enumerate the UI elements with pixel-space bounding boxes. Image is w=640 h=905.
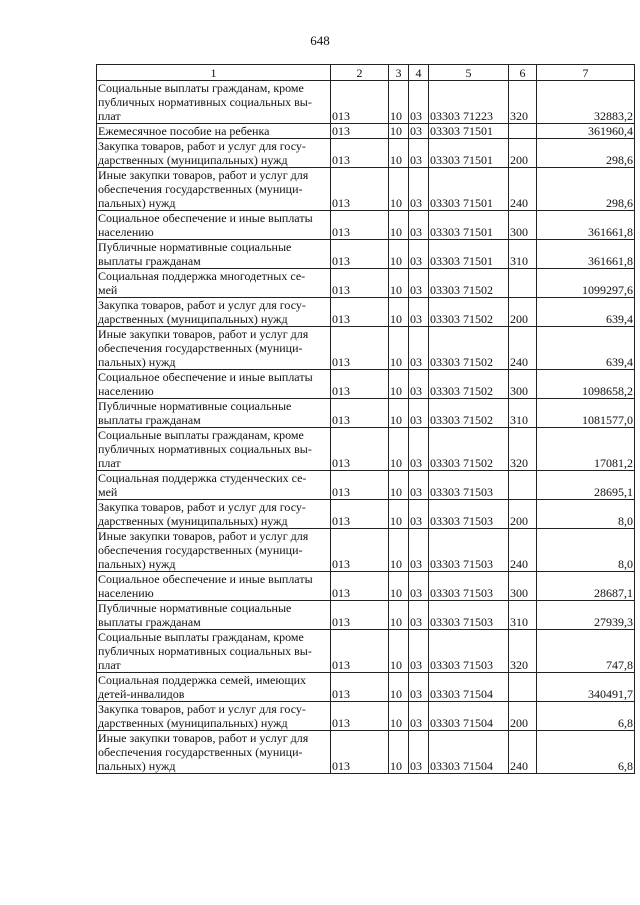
row-name-line: Социальное обеспечение и иные выплаты	[98, 370, 313, 384]
row-name-cell	[97, 211, 331, 240]
table-header-row	[97, 65, 635, 81]
row-name-line: выплаты гражданам	[98, 254, 201, 268]
row-name-cell	[97, 168, 331, 211]
column-header: 4	[409, 65, 429, 81]
row-name-line: Публичные нормативные социальные	[98, 240, 292, 254]
cell-c3: 10	[389, 399, 409, 428]
table-body	[97, 81, 635, 774]
cell-c7: 298,6	[537, 139, 635, 168]
row-name-cell	[97, 471, 331, 500]
table-row	[97, 601, 635, 630]
row-name-line: выплаты гражданам	[98, 615, 201, 629]
cell-c7: 340491,7	[537, 673, 635, 702]
cell-c5: 03303 71223	[429, 81, 509, 124]
cell-c7: 639,4	[537, 327, 635, 370]
cell-c5: 03303 71502	[429, 370, 509, 399]
row-name-cell	[97, 370, 331, 399]
cell-c6: 300	[509, 572, 537, 601]
table-row	[97, 702, 635, 731]
cell-c6: 320	[509, 428, 537, 471]
cell-c4: 03	[409, 327, 429, 370]
cell-c4: 03	[409, 211, 429, 240]
column-header: 7	[537, 65, 635, 81]
cell-c4: 03	[409, 471, 429, 500]
cell-c7: 6,8	[537, 731, 635, 774]
row-name-line: детей-инвалидов	[98, 687, 185, 701]
cell-c7: 17081,2	[537, 428, 635, 471]
row-name-line: пальных) нужд	[98, 196, 176, 210]
row-name-line: Социальная поддержка студенческих се-	[98, 471, 307, 485]
cell-c5: 03303 71503	[429, 500, 509, 529]
cell-c3: 10	[389, 428, 409, 471]
row-name-line: дарственных (муниципальных) нужд	[98, 716, 288, 730]
cell-c7: 6,8	[537, 702, 635, 731]
row-name-line: обеспечения государственных (муници-	[98, 341, 303, 355]
cell-c2: 013	[331, 399, 389, 428]
cell-c6: 200	[509, 702, 537, 731]
row-name-cell	[97, 702, 331, 731]
cell-c7: 1098658,2	[537, 370, 635, 399]
row-name-line: Социальная поддержка многодетных се-	[98, 269, 306, 283]
table-row	[97, 168, 635, 211]
row-name-cell	[97, 630, 331, 673]
row-name-line: Иные закупки товаров, работ и услуг для	[98, 168, 309, 182]
cell-c7: 28695,1	[537, 471, 635, 500]
table-row	[97, 572, 635, 601]
cell-c7: 28687,1	[537, 572, 635, 601]
table-row	[97, 327, 635, 370]
cell-c6	[509, 269, 537, 298]
row-name-cell	[97, 139, 331, 168]
row-name-line: Публичные нормативные социальные	[98, 601, 292, 615]
cell-c5: 03303 71502	[429, 428, 509, 471]
cell-c7: 32883,2	[537, 81, 635, 124]
cell-c6: 200	[509, 139, 537, 168]
column-header: 2	[331, 65, 389, 81]
cell-c5: 03303 71501	[429, 211, 509, 240]
row-name-line: плат	[98, 456, 121, 470]
row-name-line: Социальные выплаты гражданам, кроме	[98, 428, 304, 442]
table-row	[97, 500, 635, 529]
cell-c4: 03	[409, 168, 429, 211]
cell-c5: 03303 71501	[429, 124, 509, 139]
cell-c6: 320	[509, 630, 537, 673]
row-name-line: плат	[98, 109, 121, 123]
cell-c3: 10	[389, 702, 409, 731]
cell-c6	[509, 673, 537, 702]
cell-c5: 03303 71504	[429, 702, 509, 731]
row-name-cell	[97, 240, 331, 269]
cell-c6: 200	[509, 500, 537, 529]
cell-c5: 03303 71501	[429, 168, 509, 211]
table-row	[97, 529, 635, 572]
column-header: 3	[389, 65, 409, 81]
cell-c7: 361960,4	[537, 124, 635, 139]
cell-c3: 10	[389, 269, 409, 298]
cell-c5: 03303 71502	[429, 327, 509, 370]
cell-c5: 03303 71503	[429, 572, 509, 601]
cell-c6: 240	[509, 529, 537, 572]
row-name-line: населению	[98, 586, 154, 600]
cell-c7: 298,6	[537, 168, 635, 211]
table-row	[97, 471, 635, 500]
cell-c2: 013	[331, 370, 389, 399]
cell-c2: 013	[331, 327, 389, 370]
row-name-line: Социальное обеспечение и иные выплаты	[98, 572, 313, 586]
cell-c5: 03303 71504	[429, 673, 509, 702]
cell-c5: 03303 71502	[429, 269, 509, 298]
row-name-line: Социальные выплаты гражданам, кроме	[98, 81, 304, 95]
table-row	[97, 269, 635, 298]
row-name-line: плат	[98, 658, 121, 672]
row-name-line: Закупка товаров, работ и услуг для госу-	[98, 139, 306, 153]
cell-c4: 03	[409, 240, 429, 269]
cell-c6: 200	[509, 298, 537, 327]
cell-c4: 03	[409, 601, 429, 630]
cell-c2: 013	[331, 630, 389, 673]
row-name-cell	[97, 500, 331, 529]
cell-c7: 8,0	[537, 500, 635, 529]
cell-c7: 639,4	[537, 298, 635, 327]
cell-c6: 300	[509, 370, 537, 399]
cell-c7: 747,8	[537, 630, 635, 673]
row-name-line: дарственных (муниципальных) нужд	[98, 153, 288, 167]
cell-c7: 27939,3	[537, 601, 635, 630]
cell-c7: 1099297,6	[537, 269, 635, 298]
cell-c3: 10	[389, 500, 409, 529]
cell-c6: 310	[509, 399, 537, 428]
row-name-cell	[97, 298, 331, 327]
row-name-line: Социальные выплаты гражданам, кроме	[98, 630, 304, 644]
cell-c2: 013	[331, 500, 389, 529]
cell-c3: 10	[389, 327, 409, 370]
table-row	[97, 731, 635, 774]
cell-c2: 013	[331, 471, 389, 500]
cell-c3: 10	[389, 168, 409, 211]
row-name-line: обеспечения государственных (муници-	[98, 543, 303, 557]
cell-c4: 03	[409, 500, 429, 529]
cell-c6: 310	[509, 240, 537, 269]
row-name-line: обеспечения государственных (муници-	[98, 745, 303, 759]
cell-c4: 03	[409, 572, 429, 601]
cell-c2: 013	[331, 702, 389, 731]
column-header: 6	[509, 65, 537, 81]
row-name-line: Иные закупки товаров, работ и услуг для	[98, 327, 309, 341]
cell-c2: 013	[331, 124, 389, 139]
cell-c4: 03	[409, 139, 429, 168]
cell-c4: 03	[409, 702, 429, 731]
cell-c6: 240	[509, 168, 537, 211]
row-name-cell	[97, 601, 331, 630]
cell-c2: 013	[331, 298, 389, 327]
table-row	[97, 139, 635, 168]
row-name-cell	[97, 124, 331, 139]
row-name-line: Ежемесячное пособие на ребенка	[98, 124, 270, 138]
row-name-cell	[97, 572, 331, 601]
cell-c3: 10	[389, 370, 409, 399]
cell-c3: 10	[389, 601, 409, 630]
cell-c3: 10	[389, 211, 409, 240]
table-row	[97, 124, 635, 139]
cell-c3: 10	[389, 630, 409, 673]
row-name-line: населению	[98, 384, 154, 398]
cell-c6: 310	[509, 601, 537, 630]
row-name-cell	[97, 269, 331, 298]
row-name-line: Иные закупки товаров, работ и услуг для	[98, 529, 309, 543]
row-name-cell	[97, 529, 331, 572]
cell-c6	[509, 471, 537, 500]
cell-c5: 03303 71503	[429, 601, 509, 630]
row-name-line: Иные закупки товаров, работ и услуг для	[98, 731, 309, 745]
cell-c6: 300	[509, 211, 537, 240]
cell-c7: 361661,8	[537, 240, 635, 269]
cell-c7: 361661,8	[537, 211, 635, 240]
cell-c2: 013	[331, 731, 389, 774]
row-name-cell	[97, 428, 331, 471]
table-row	[97, 630, 635, 673]
cell-c6	[509, 124, 537, 139]
cell-c6: 240	[509, 731, 537, 774]
row-name-line: Закупка товаров, работ и услуг для госу-	[98, 298, 306, 312]
row-name-cell	[97, 399, 331, 428]
row-name-line: Публичные нормативные социальные	[98, 399, 292, 413]
cell-c4: 03	[409, 124, 429, 139]
table-row	[97, 211, 635, 240]
row-name-cell	[97, 731, 331, 774]
row-name-line: публичных нормативных социальных вы-	[98, 442, 312, 456]
cell-c5: 03303 71501	[429, 240, 509, 269]
column-header: 1	[97, 65, 331, 81]
cell-c2: 013	[331, 529, 389, 572]
row-name-line: публичных нормативных социальных вы-	[98, 95, 312, 109]
cell-c3: 10	[389, 572, 409, 601]
row-name-line: дарственных (муниципальных) нужд	[98, 514, 288, 528]
cell-c5: 03303 71503	[429, 630, 509, 673]
cell-c4: 03	[409, 428, 429, 471]
row-name-line: обеспечения государственных (муници-	[98, 182, 303, 196]
cell-c3: 10	[389, 298, 409, 327]
cell-c2: 013	[331, 211, 389, 240]
cell-c2: 013	[331, 168, 389, 211]
cell-c3: 10	[389, 471, 409, 500]
cell-c2: 013	[331, 269, 389, 298]
row-name-line: мей	[98, 283, 118, 297]
cell-c3: 10	[389, 81, 409, 124]
cell-c5: 03303 71502	[429, 399, 509, 428]
cell-c2: 013	[331, 139, 389, 168]
table-row	[97, 428, 635, 471]
cell-c4: 03	[409, 529, 429, 572]
row-name-line: выплаты гражданам	[98, 413, 201, 427]
cell-c4: 03	[409, 370, 429, 399]
cell-c3: 10	[389, 240, 409, 269]
cell-c4: 03	[409, 269, 429, 298]
cell-c2: 013	[331, 240, 389, 269]
row-name-cell	[97, 673, 331, 702]
row-name-line: Закупка товаров, работ и услуг для госу-	[98, 500, 306, 514]
cell-c5: 03303 71504	[429, 731, 509, 774]
row-name-line: мей	[98, 485, 118, 499]
cell-c2: 013	[331, 601, 389, 630]
cell-c4: 03	[409, 731, 429, 774]
table-row	[97, 673, 635, 702]
row-name-line: пальных) нужд	[98, 557, 176, 571]
table-row	[97, 370, 635, 399]
row-name-line: дарственных (муниципальных) нужд	[98, 312, 288, 326]
page-number: 648	[310, 33, 330, 48]
cell-c7: 1081577,0	[537, 399, 635, 428]
cell-c4: 03	[409, 298, 429, 327]
row-name-line: пальных) нужд	[98, 759, 176, 773]
column-header: 5	[429, 65, 509, 81]
cell-c2: 013	[331, 81, 389, 124]
cell-c3: 10	[389, 124, 409, 139]
budget-table	[96, 64, 635, 774]
cell-c3: 10	[389, 731, 409, 774]
cell-c5: 03303 71503	[429, 471, 509, 500]
cell-c5: 03303 71501	[429, 139, 509, 168]
cell-c2: 013	[331, 572, 389, 601]
cell-c4: 03	[409, 399, 429, 428]
cell-c4: 03	[409, 673, 429, 702]
row-name-cell	[97, 81, 331, 124]
cell-c5: 03303 71503	[429, 529, 509, 572]
cell-c6: 320	[509, 81, 537, 124]
cell-c4: 03	[409, 81, 429, 124]
table-row	[97, 399, 635, 428]
cell-c2: 013	[331, 428, 389, 471]
cell-c6: 240	[509, 327, 537, 370]
table-row	[97, 240, 635, 269]
table-row	[97, 298, 635, 327]
cell-c3: 10	[389, 529, 409, 572]
row-name-line: Закупка товаров, работ и услуг для госу-	[98, 702, 306, 716]
table-row	[97, 81, 635, 124]
row-name-cell	[97, 327, 331, 370]
cell-c4: 03	[409, 630, 429, 673]
row-name-line: Социальная поддержка семей, имеющих	[98, 673, 306, 687]
row-name-line: Социальное обеспечение и иные выплаты	[98, 211, 313, 225]
cell-c3: 10	[389, 673, 409, 702]
cell-c3: 10	[389, 139, 409, 168]
row-name-line: пальных) нужд	[98, 355, 176, 369]
cell-c7: 8,0	[537, 529, 635, 572]
row-name-line: населению	[98, 225, 154, 239]
cell-c2: 013	[331, 673, 389, 702]
cell-c5: 03303 71502	[429, 298, 509, 327]
row-name-line: публичных нормативных социальных вы-	[98, 644, 312, 658]
